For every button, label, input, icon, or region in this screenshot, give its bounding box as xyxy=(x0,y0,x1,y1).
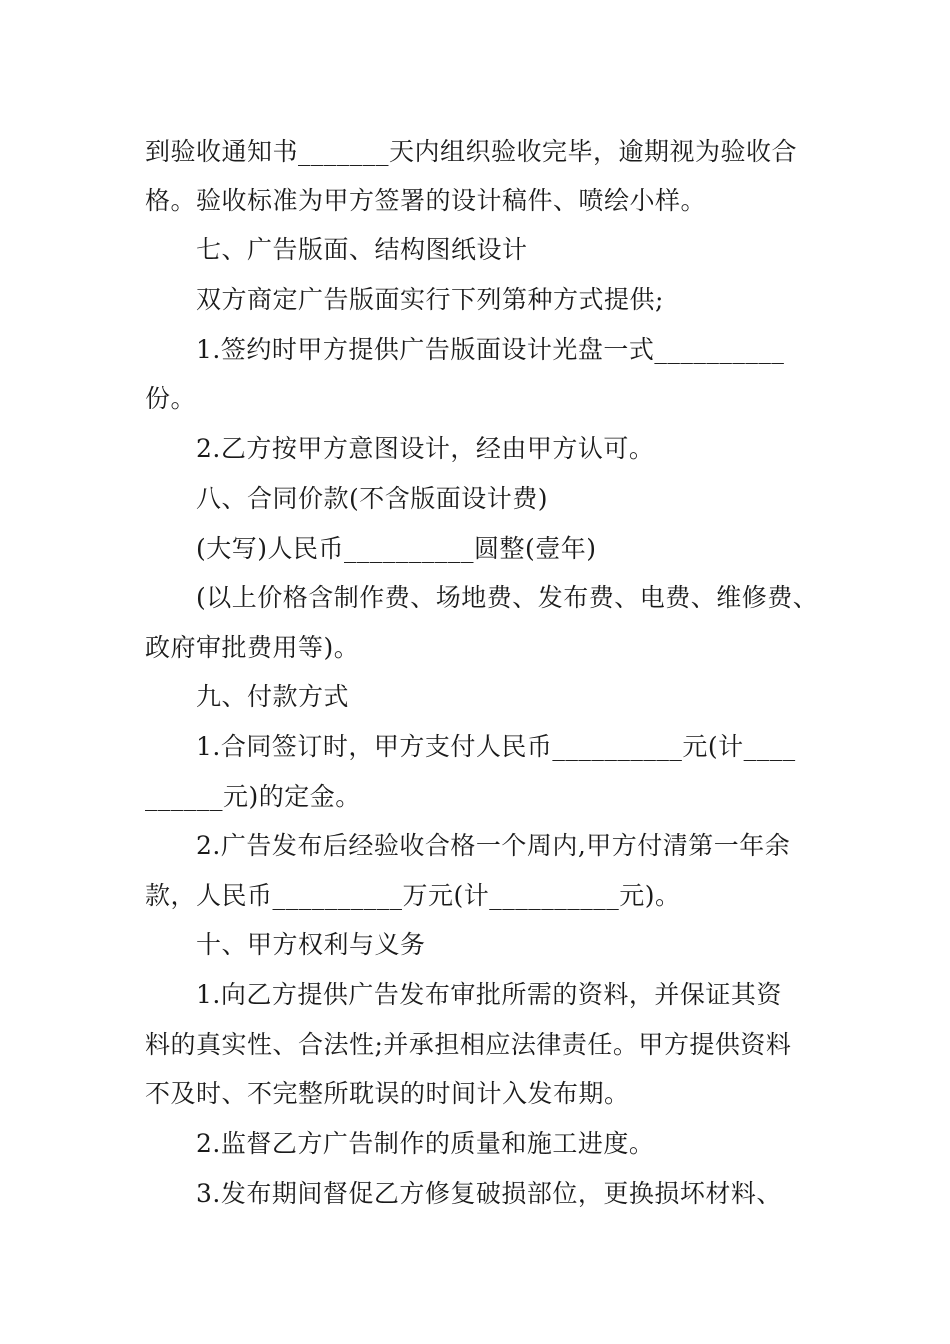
text-line: 份。 xyxy=(145,384,197,413)
list-item: 3.发布期间督促乙方修复破损部位，更换损坏材料、 xyxy=(196,1179,782,1208)
section-heading: 八、合同价款(不含版面设计费) xyxy=(196,484,549,513)
text-line: 格。验收标准为甲方签署的设计稿件、喷绘小样。 xyxy=(145,186,707,215)
text-line: (以上价格含制作费、场地费、发布费、电费、维修费、 xyxy=(196,583,819,612)
list-item: 1.签约时甲方提供广告版面设计光盘一式__________ xyxy=(196,335,785,364)
section-heading: 九、付款方式 xyxy=(196,682,350,711)
text-line: (大写)人民币__________圆整(壹年) xyxy=(196,534,597,563)
list-item: 1.合同签订时，甲方支付人民币__________元(计____ xyxy=(196,732,796,761)
text-line: 政府审批费用等)。 xyxy=(145,633,360,662)
list-item: 2.广告发布后经验收合格一个周内,甲方付清第一年余 xyxy=(196,831,791,860)
section-heading: 七、广告版面、结构图纸设计 xyxy=(196,235,528,264)
text-line: 不及时、不完整所耽误的时间计入发布期。 xyxy=(145,1079,630,1108)
list-item: 2.乙方按甲方意图设计，经由甲方认可。 xyxy=(196,434,655,463)
text-line: 到验收通知书_______天内组织验收完毕，逾期视为验收合 xyxy=(145,137,798,166)
text-line: 双方商定广告版面实行下列第种方式提供; xyxy=(196,285,664,314)
section-heading: 十、甲方权利与义务 xyxy=(196,930,426,959)
list-item: 2.监督乙方广告制作的质量和施工进度。 xyxy=(196,1129,655,1158)
text-line: ______元)的定金。 xyxy=(145,782,361,811)
list-item: 1.向乙方提供广告发布审批所需的资料，并保证其资 xyxy=(196,980,782,1009)
text-line: 料的真实性、合法性;并承担相应法律责任。甲方提供资料 xyxy=(145,1030,792,1059)
text-line: 款，人民币__________万元(计__________元)。 xyxy=(145,881,681,910)
